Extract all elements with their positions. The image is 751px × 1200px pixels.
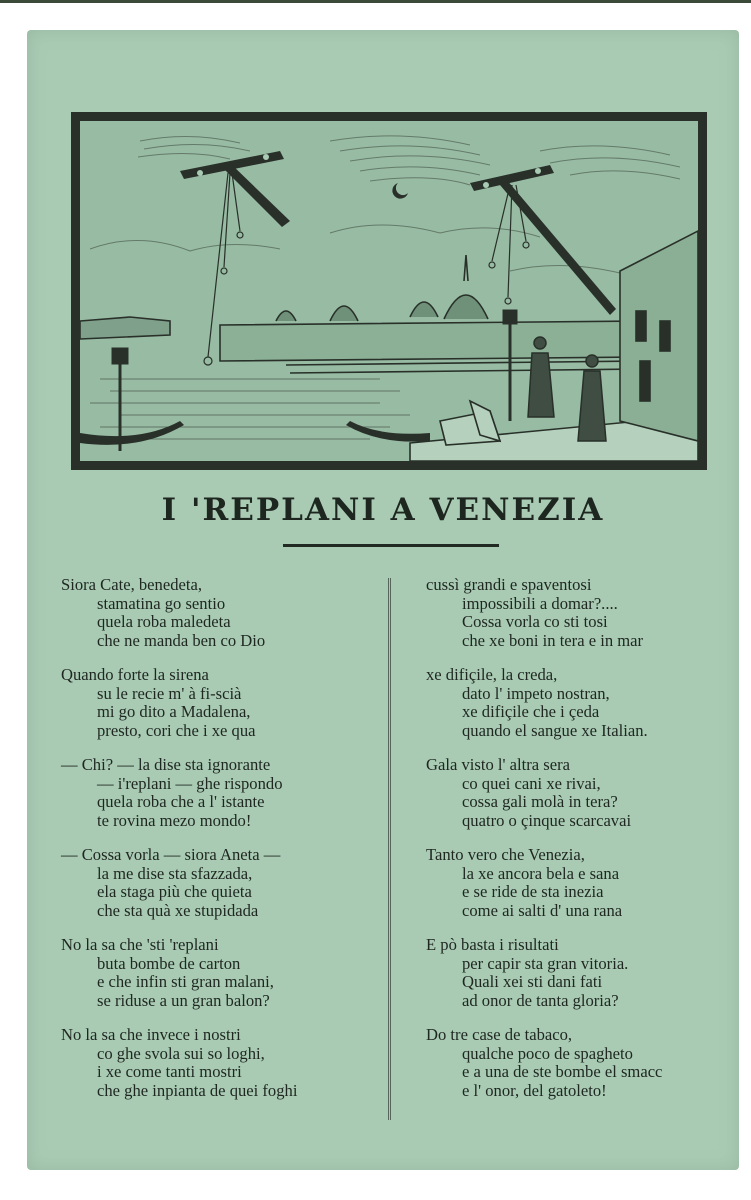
- stanza: [426, 936, 751, 1026]
- verse-line: Quando forte la sirena: [61, 665, 209, 684]
- verse-line: ad onor de tanta gloria?: [462, 990, 619, 1010]
- stanza: [426, 576, 751, 666]
- verse-line: — i'replani — ghe rispondo: [97, 773, 283, 793]
- verse-line: impossibili a domar?....: [462, 593, 618, 613]
- verse-line: co ghe svola sui so loghi,: [97, 1043, 265, 1063]
- right-biplane-icon: [470, 165, 616, 315]
- venice-airplanes-illustration: [71, 112, 707, 470]
- verse-line: Tanto vero che Venezia,: [426, 845, 585, 864]
- verse-line: la xe ancora bela e sana: [462, 863, 620, 883]
- verse-line: quando el sangue xe Italian.: [462, 720, 648, 740]
- stanza: [61, 576, 386, 666]
- verse-line: Do tre case de tabaco,: [426, 1025, 573, 1044]
- verse-line: dato l' impeto nostran,: [462, 683, 610, 703]
- verse-line: E pò basta i risultati: [426, 935, 559, 954]
- verse-line: buta bombe de carton: [97, 953, 241, 973]
- poem-left-column: [61, 576, 386, 1116]
- verse-line: Gala visto l' altra sera: [426, 755, 570, 774]
- verse-line: — Cossa vorla — siora Aneta —: [61, 845, 281, 864]
- verse-line: che ghe inpianta de quei foghi: [97, 1080, 298, 1100]
- verse-line: che sta quà xe stupidada: [97, 900, 259, 920]
- verse-line: No la sa che invece i nostri: [61, 1025, 241, 1044]
- illustration-drawing: [80, 121, 698, 461]
- verse-line: che xe boni in tera e in mar: [462, 630, 644, 650]
- verse-line: No la sa che 'sti 'replani: [61, 935, 219, 954]
- verse-line: Cossa vorla co sti tosi: [462, 612, 608, 632]
- verse-line: Siora Cate, benedeta,: [61, 575, 202, 594]
- venice-skyline: [80, 255, 640, 373]
- verse-line: presto, cori che i xe qua: [97, 720, 256, 740]
- verse-line: Quali xei sti dani fati: [462, 972, 603, 992]
- verse-line: ela staga più che quieta: [97, 882, 252, 902]
- right-buildings: [620, 231, 698, 441]
- verse-line: quatro o çinque scarcavai: [462, 810, 632, 830]
- title-underline: [283, 544, 499, 547]
- verse-line: e l' onor, del gatoleto!: [462, 1080, 607, 1100]
- stanza: [61, 1026, 386, 1116]
- gondola-icons: [80, 421, 430, 445]
- verse-line: te rovina mezo mondo!: [97, 810, 252, 830]
- verse-line: stamatina go sentio: [97, 593, 226, 613]
- stanza: [426, 666, 751, 756]
- verse-line: mi go dito a Madalena,: [97, 702, 251, 722]
- stanza: [426, 846, 751, 936]
- verse-line: e a una de ste bombe el smacc: [462, 1062, 663, 1082]
- stanza: [426, 1026, 751, 1116]
- scan-edge: [0, 0, 751, 3]
- verse-line: xe difiçile, la creda,: [426, 665, 558, 684]
- verse-line: quela roba maledeta: [97, 612, 231, 632]
- column-divider: [388, 578, 391, 1120]
- stanza: [61, 756, 386, 846]
- left-biplane-icon: [180, 151, 290, 227]
- stanza: [426, 756, 751, 846]
- verse-line: per capir sta gran vitoria.: [462, 953, 629, 973]
- verse-line: e se ride de sta inezia: [462, 882, 604, 902]
- stanza: [61, 936, 386, 1026]
- stanza: [61, 846, 386, 936]
- verse-line: — Chi? — la dise sta ignorante: [61, 755, 271, 774]
- verse-line: come ai salti d' una rana: [462, 900, 623, 920]
- verse-line: i xe come tanti mostri: [97, 1062, 242, 1082]
- verse-line: su le recie m' à fi-scià: [97, 683, 242, 703]
- poem-right-column: [426, 576, 751, 1116]
- stanza: [61, 666, 386, 756]
- verse-line: e che infin sti gran malani,: [97, 972, 274, 992]
- verse-line: la me dise sta sfazzada,: [97, 863, 253, 883]
- verse-line: co quei cani xe rivai,: [462, 773, 601, 793]
- verse-line: cossa gali molà in tera?: [462, 792, 618, 812]
- verse-line: se riduse a un gran balon?: [97, 990, 270, 1010]
- verse-line: quela roba che a l' istante: [97, 792, 265, 812]
- verse-line: cussì grandi e spaventosi: [426, 575, 592, 594]
- verse-line: qualche poco de spagheto: [462, 1043, 633, 1063]
- poem-title: I 'REPLANI A VENEZIA: [161, 492, 605, 528]
- postcard: [27, 30, 739, 1170]
- verse-line: xe difiçile che i çeda: [462, 702, 600, 722]
- moon-icon: [392, 183, 408, 199]
- verse-line: che ne manda ben co Dio: [97, 630, 266, 650]
